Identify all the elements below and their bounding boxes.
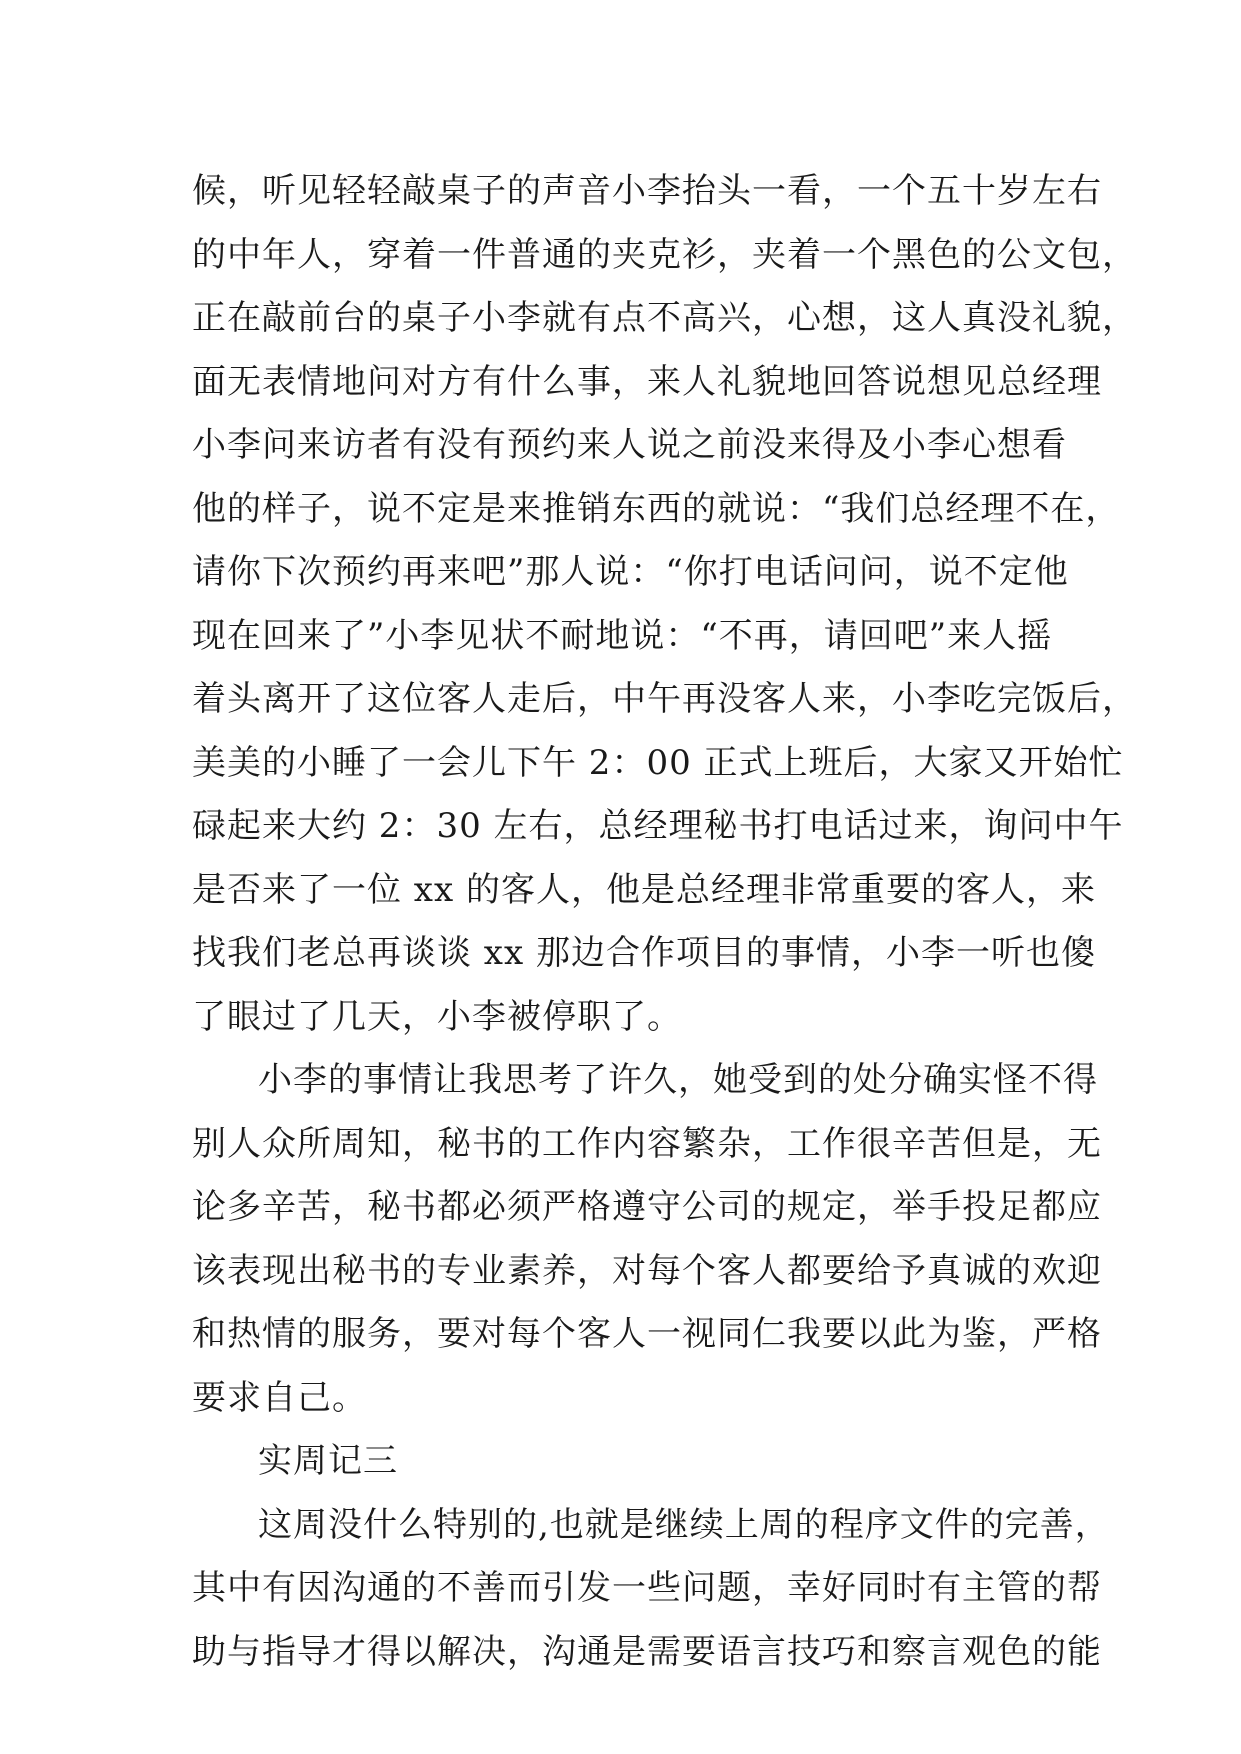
text-line: 着头离开了这位客人走后，中午再没客人来，小李吃完饭后， <box>192 679 1137 719</box>
text-line: 正在敲前台的桌子小李就有点不高兴，心想，这人真没礼貌， <box>192 298 1137 338</box>
text-line: 其中有因沟通的不善而引发一些问题，幸好同时有主管的帮 <box>192 1568 1102 1608</box>
text-line: 现在回来了”小李见状不耐地说：“不再，请回吧”来人摇 <box>192 615 1053 656</box>
text-line: 是否来了一位 xx 的客人，他是总经理非常重要的客人，来 <box>192 869 1096 910</box>
text-line: 小李问来访者有没有预约来人说之前没来得及小李心想看 <box>192 425 1067 465</box>
text-line: 了眼过了几天，小李被停职了。 <box>192 996 682 1037</box>
text-line: 他的样子，说不定是来推销东西的就说：“我们总经理不在， <box>192 488 1121 529</box>
text-line: 要求自己。 <box>192 1377 367 1418</box>
text-line: 找我们老总再谈谈 xx 那边合作项目的事情，小李一听也傻 <box>192 933 1096 973</box>
text-line: 请你下次预约再来吧”那人说：“你打电话问问，说不定他 <box>192 552 1069 592</box>
text-line: 的中年人，穿着一件普通的夹克衫，夹着一个黑色的公文包， <box>192 234 1137 275</box>
section-heading: 实周记三 <box>258 1441 398 1481</box>
text-line: 和热情的服务，要对每个客人一视同仁我要以此为鉴，严格 <box>192 1314 1102 1354</box>
text-line: 碌起来大约 2：30 左右，总经理秘书打电话过来，询问中午 <box>192 806 1124 846</box>
text-line: 助与指导才得以解决，沟通是需要语言技巧和察言观色的能 <box>192 1631 1102 1672</box>
paragraph-start-line: 这周没什么特别的,也就是继续上周的程序文件的完善， <box>258 1504 1110 1545</box>
body-text <box>192 160 1137 1684</box>
text-line: 该表现出秘书的专业素养，对每个客人都要给予真诚的欢迎 <box>192 1250 1102 1291</box>
text-line: 别人众所周知，秘书的工作内容繁杂，工作很辛苦但是，无 <box>192 1123 1102 1164</box>
text-line: 候，听见轻轻敲桌子的声音小李抬头一看，一个五十岁左右 <box>192 171 1102 211</box>
text-line: 美美的小睡了一会儿下午 2：00 正式上班后，大家又开始忙 <box>192 742 1124 783</box>
text-line: 论多辛苦，秘书都必须严格遵守公司的规定，举手投足都应 <box>192 1187 1102 1227</box>
paragraph-start-line: 小李的事情让我思考了许久，她受到的处分确实怪不得 <box>258 1060 1098 1100</box>
text-line: 面无表情地问对方有什么事，来人礼貌地回答说想见总经理 <box>192 361 1102 402</box>
